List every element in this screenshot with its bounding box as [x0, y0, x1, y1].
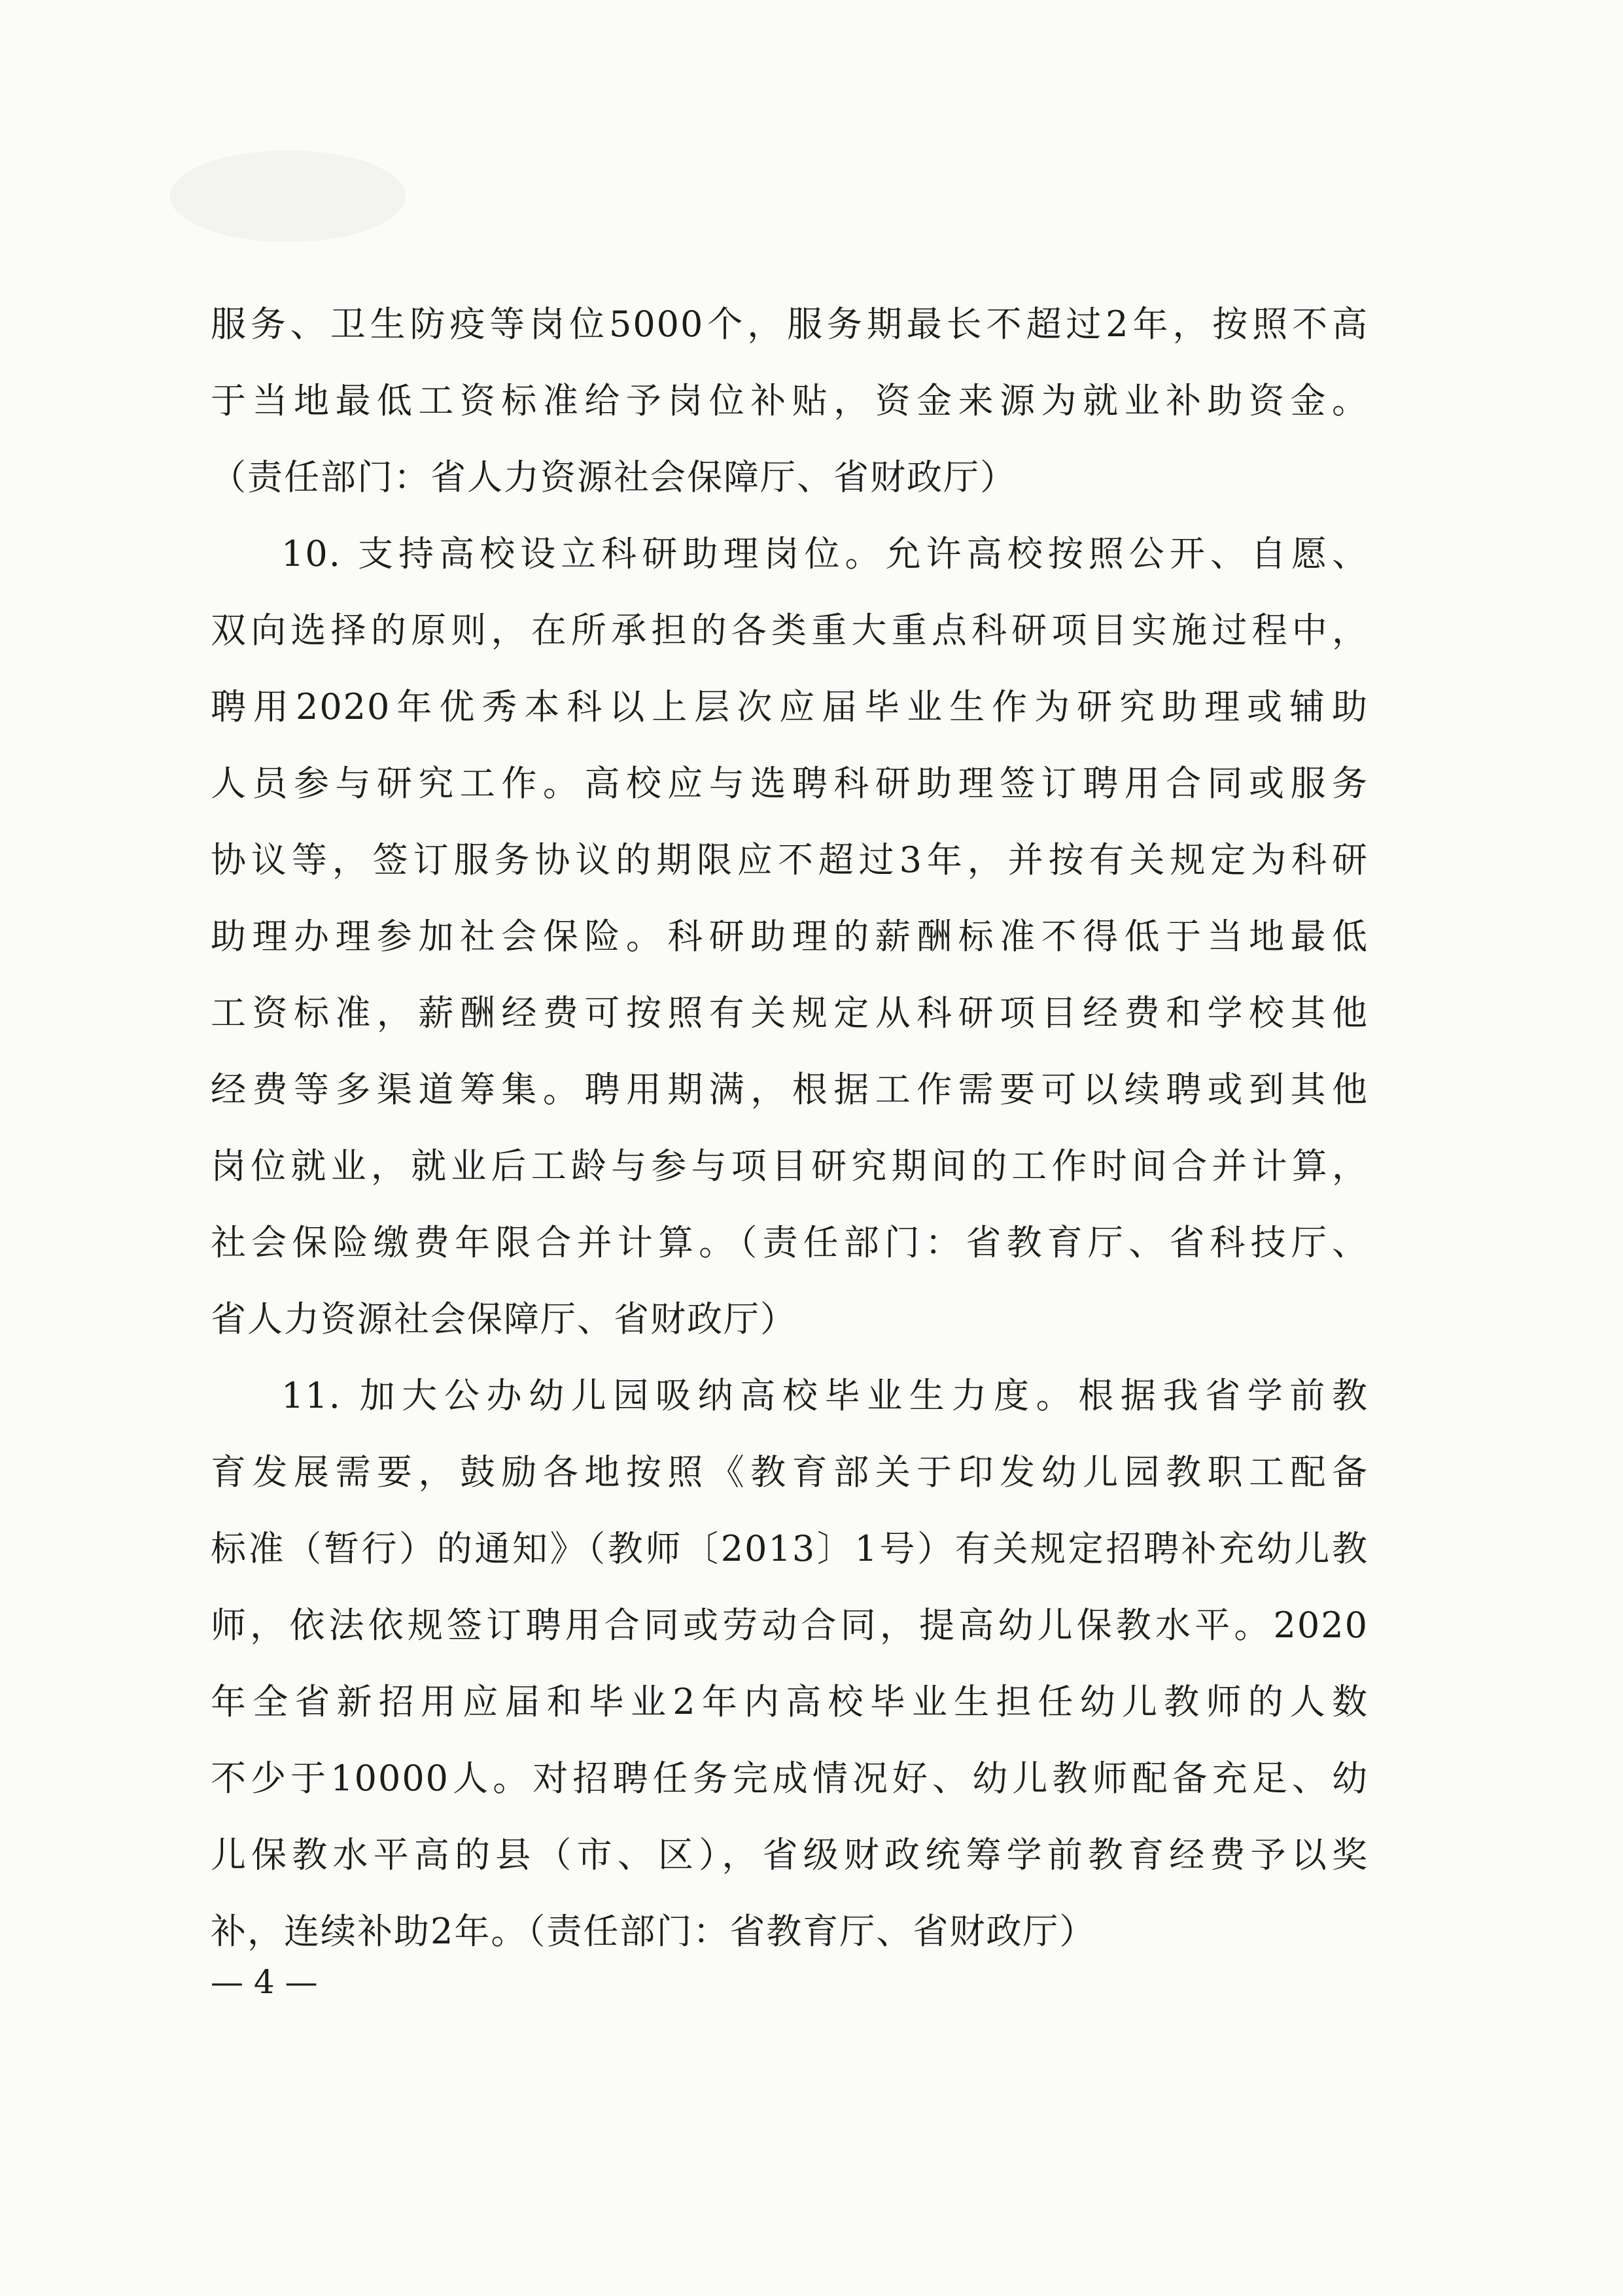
text-line: 于当地最低工资标准给予岗位补贴，资金来源为就业补助资金。	[211, 380, 1369, 421]
text-line: 协议等，签订服务协议的期限应不超过3年，并按有关规定为科研	[211, 839, 1369, 880]
scan-smudge	[170, 150, 406, 242]
text-line: 人员参与研究工作。高校应与选聘科研助理签订聘用合同或服务	[211, 763, 1369, 804]
body-text	[211, 286, 1369, 1970]
text-line: 省人力资源社会保障厅、省财政厅）	[211, 1298, 797, 1340]
text-line: 助理办理参加社会保险。科研助理的薪酬标准不得低于当地最低	[211, 916, 1369, 957]
text-line: 社会保险缴费年限合并计算。（责任部门：省教育厅、省科技厅、	[211, 1222, 1369, 1263]
text-line: 11. 加大公办幼儿园吸纳高校毕业生力度。根据我省学前教	[281, 1375, 1369, 1416]
text-line: 补，连续补助2年。（责任部门：省教育厅、省财政厅）	[211, 1911, 1096, 1952]
text-line: 岗位就业，就业后工龄与参与项目研究期间的工作时间合并计算，	[211, 1145, 1369, 1187]
text-line: 工资标准，薪酬经费可按照有关规定从科研项目经费和学校其他	[211, 992, 1369, 1034]
text-line: 服务、卫生防疫等岗位5000个，服务期最长不超过2年，按照不高	[211, 304, 1369, 345]
text-line: 聘用2020年优秀本科以上层次应届毕业生作为研究助理或辅助	[211, 686, 1369, 727]
text-line: 育发展需要，鼓励各地按照《教育部关于印发幼儿园教职工配备	[211, 1452, 1369, 1493]
text-line: （责任部门：省人力资源社会保障厅、省财政厅）	[211, 457, 1017, 498]
text-line: 儿保教水平高的县（市、区），省级财政统筹学前教育经费予以奖	[211, 1834, 1369, 1875]
text-line: 10. 支持高校设立科研助理岗位。允许高校按照公开、自愿、	[281, 533, 1369, 574]
text-line: 经费等多渠道筹集。聘用期满，根据工作需要可以续聘或到其他	[211, 1069, 1369, 1110]
text-line: 师，依法依规签订聘用合同或劳动合同，提高幼儿保教水平。2020	[211, 1605, 1369, 1646]
page-number: — 4 —	[211, 1963, 318, 2001]
text-line: 年全省新招用应届和毕业2年内高校毕业生担任幼儿教师的人数	[211, 1681, 1369, 1722]
text-line: 标准（暂行）的通知》（教师〔2013〕1号）有关规定招聘补充幼儿教	[211, 1528, 1369, 1569]
text-line: 双向选择的原则，在所承担的各类重大重点科研项目实施过程中，	[211, 610, 1369, 651]
text-line: 不少于10000人。对招聘任务完成情况好、幼儿教师配备充足、幼	[211, 1758, 1369, 1799]
